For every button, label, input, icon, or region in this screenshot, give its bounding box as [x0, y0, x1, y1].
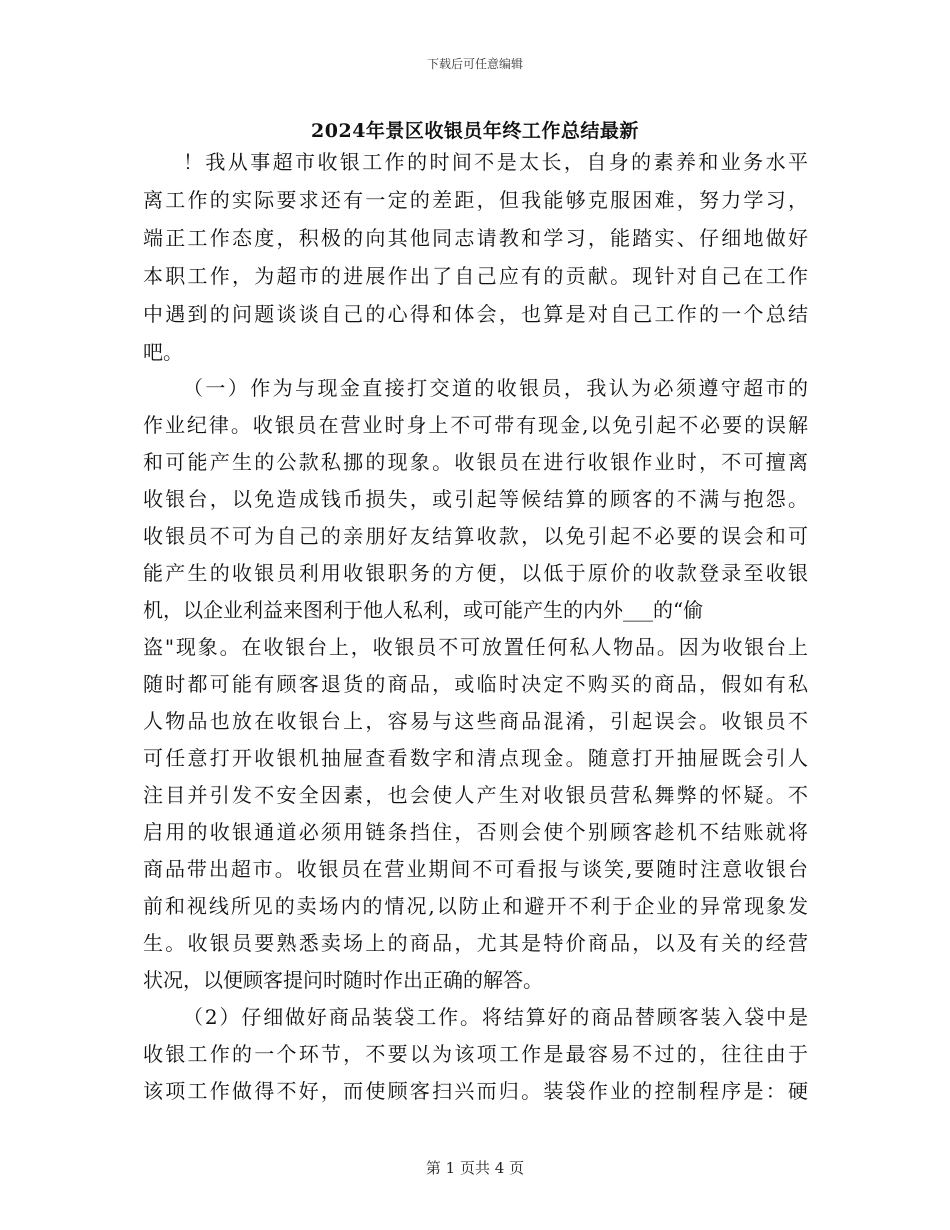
body-line: （一）作为与现金直接打交道的收银员，我认为必须遵守超市的 — [183, 376, 808, 400]
body-line: 中遇到的问题谈谈自己的心得和体会，也算是对自己工作的一个总结 — [143, 302, 808, 326]
body-line: 本职工作，为超市的进展作出了自己应有的贡献。现针对自己在工作 — [143, 264, 808, 288]
body-line: 作业纪律。收银员在营业时身上不可带有现金,以免引起不必要的误解 — [143, 413, 808, 437]
body-line: 可任意打开收银机抽屉查看数字和清点现金。随意打开抽屉既会引人 — [143, 746, 808, 770]
body-line: 商品带出超市。收银员在营业期间不可看报与谈笑,要随时注意收银台 — [143, 857, 808, 881]
header-note: 下载后可任意编辑 — [426, 57, 523, 71]
body-line: 启用的收银通道必须用链条挡住，否则会使个别顾客趁机不结账就将 — [143, 820, 808, 844]
body-line: 随时都可能有顾客退货的商品，或临时决定不购买的商品，假如有私 — [143, 672, 808, 696]
body-line: 注目并引发不安全因素，也会使人产生对收银员营私舞弊的怀疑。不 — [143, 783, 808, 807]
body-line: 收银工作的一个环节，不要以为该项工作是最容易不过的，往往由于 — [143, 1042, 808, 1066]
body-line: 端正工作态度，积极的向其他同志请教和学习，能踏实、仔细地做好 — [143, 226, 808, 250]
body-line: 人物品也放在收银台上，容易与这些商品混淆，引起误会。收银员不 — [143, 709, 808, 733]
body-line: 生。收银员要熟悉卖场上的商品，尤其是特价商品，以及有关的经营 — [143, 931, 808, 955]
body-line: 收银员不可为自己的亲朋好友结算收款，以免引起不必要的误会和可 — [143, 524, 808, 548]
body-line: 和可能产生的公款私挪的现象。收银员在进行收银作业时，不可擅离 — [143, 450, 808, 474]
body-line: 状况，以便顾客提问时随时作出正确的解答。 — [143, 968, 543, 992]
body-line: 前和视线所见的卖场内的情况,以防止和避开不利于企业的异常现象发 — [143, 894, 808, 918]
body-line: （2）仔细做好商品装袋工作。将结算好的商品替顾客装入袋中是 — [183, 1005, 808, 1029]
body-line: 盗"现象。在收银台上，收银员不可放置任何私人物品。因为收银台上 — [143, 635, 808, 659]
body-line: 离工作的实际要求还有一定的差距，但我能够克服困难，努力学习， — [143, 188, 808, 212]
body-line: 吧。 — [143, 340, 183, 364]
document-title: 2024年景区收银员年终工作总结最新 — [311, 120, 639, 142]
body-line: 能产生的收银员利用收银职务的方便，以低于原价的收款登录至收银 — [143, 561, 808, 585]
body-line: 机，以企业利益来图利于他人私利，或可能产生的内外___的“偷 — [143, 598, 704, 622]
page-footer: 第 1 页共 4 页 — [425, 1159, 525, 1177]
body-line: 该项工作做得不好，而使顾客扫兴而归。装袋作业的控制程序是：硬 — [143, 1079, 808, 1103]
body-line: 收银台，以免造成钱币损失，或引起等候结算的顾客的不满与抱怨。 — [143, 487, 808, 511]
body-line: ！我从事超市收银工作的时间不是太长，自身的素养和业务水平 — [183, 150, 808, 174]
